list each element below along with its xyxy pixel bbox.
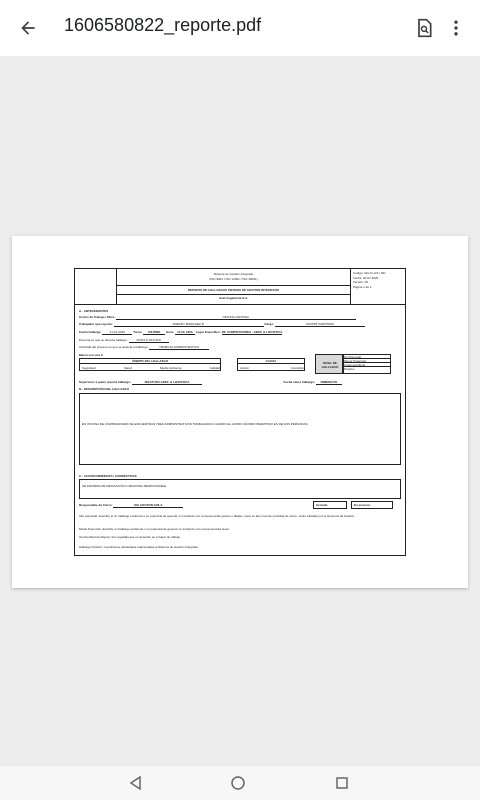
level-item: Positivo (344, 367, 355, 371)
scope-item: Calidad (209, 366, 220, 370)
work-center-label: Centro de Trabajo / Obra: (79, 315, 116, 319)
back-button[interactable] (16, 16, 40, 40)
app-bar (0, 0, 480, 56)
status-closed: Cerrado (316, 503, 328, 507)
shift-label: Turno: (133, 330, 143, 334)
form-header-title (117, 269, 351, 305)
level-label-box (315, 354, 343, 374)
mark-label: Marca con una X (79, 353, 103, 357)
place-label: Lugar Específico: (195, 330, 221, 334)
level-item: Menor Potencial (344, 359, 390, 363)
date-value: 21-10-2020 (102, 330, 132, 335)
closer-label: Responsable de Cierre: (79, 503, 113, 507)
note-1: Alto potencial: describe si un hallazgo evidencia o su potencial de generar un incidente con consecuencias graves o fatales, tiene su alto nivel de prioridad de cierre, serán tratadas por la Gerencia de Gestión. (79, 514, 356, 518)
shift-value: DIURNO (143, 330, 165, 335)
company-logo-cell (75, 269, 117, 305)
form-date: Fecha: 20-07-2020 (353, 275, 379, 280)
corrective-box (79, 479, 401, 499)
supervisor-label: Supervisor a quien reporta hallazgo: (79, 380, 132, 384)
supervisor-value: JEFATURA ABST. & LOGISTICA (132, 380, 202, 385)
report-form (74, 268, 406, 556)
cause-item: Condición (290, 366, 304, 370)
note-3: Oportunidad de Mejora: Son aquellas que no detectan en el lugar de trabajo. (79, 535, 181, 539)
position-label: Cargo: (264, 322, 275, 326)
close-date-value: INMEDIATO (316, 380, 342, 385)
nav-back-triangle-icon (128, 775, 144, 791)
form-header (75, 269, 405, 305)
hour-label: Hora: (166, 330, 175, 334)
scope-item: Salud (123, 366, 132, 370)
form-title: REPORTE DE HALLAZGOS SISTEMA DE GESTION INTEGRADO (117, 285, 350, 295)
level-item: No Potencial (344, 355, 390, 359)
form-meta (351, 269, 407, 305)
system-nav-bar (0, 766, 480, 800)
more-options-button[interactable] (444, 16, 468, 40)
status-in-progress: En proceso (354, 503, 371, 507)
nav-recents-square-icon (334, 775, 350, 791)
place-value: DF. COMPRADORES - ABST. & LOGISTICA (221, 330, 283, 334)
scope-header: ÁMBITO DEL HALLAZGO (80, 359, 220, 364)
activity-label: Actividad del proceso en que se detecta el hallazgo: (79, 345, 149, 349)
description-text: EN OFICINA DE COMPRADORES SE ENCUENTRAN TRES ADMINISTRATIVOS TRABAJANDO CUANDO EL AFORO MÁXIMO PERMITIDO ES DE DOS PERSONAS (82, 422, 308, 426)
form-code: Código: SGI-Fr-HS / 001 (353, 271, 386, 275)
description-box (79, 393, 401, 465)
find-in-document-button[interactable] (412, 16, 436, 40)
scope-item: Medio Ambiente (159, 366, 182, 370)
nav-back-button[interactable] (128, 775, 144, 796)
section-a-title: A.- ANTECEDENTES (79, 309, 109, 313)
header-line1: Sistema de Gestión Integrado (213, 272, 254, 276)
status-inprogress-box (351, 501, 393, 509)
arrow-back-icon (18, 18, 38, 38)
more-vert-icon (446, 18, 466, 38)
work-center-value: OFICINA CENTRAL (116, 315, 356, 320)
find-in-document-icon (414, 18, 434, 38)
nav-home-circle-icon (230, 775, 246, 791)
level-item: Cuasi accidente (344, 363, 390, 367)
pdf-viewer[interactable] (0, 56, 480, 766)
nav-recents-button[interactable] (334, 775, 350, 796)
date-label: Fecha hallazgo: (79, 330, 102, 334)
document-title: 1606580822_reporte.pdf (64, 15, 262, 35)
level-table (343, 354, 391, 374)
cause-table (237, 358, 305, 371)
hour-value: 11:00_HRS (175, 330, 195, 335)
cause-item: Acción (240, 366, 250, 370)
pdf-page[interactable] (12, 236, 468, 588)
reporter-label: Trabajador que reporta: (79, 322, 113, 326)
cause-header: CAUSA (238, 359, 304, 364)
header-line2: (ISO 9001 / ISO 14001 / ISO 45001) (209, 277, 258, 281)
persons-value: VISITA A OFICINA (129, 338, 169, 343)
scope-item: Seguridad (82, 366, 96, 370)
nav-home-button[interactable] (230, 775, 246, 796)
section-c-title: C.- ACCION INMEDIATA / CORRECTIVAS (79, 474, 137, 478)
section-b-title: B.- DESCRIPCIÓN DEL HALLAZGO (79, 387, 129, 391)
note-2: Medio Potencial: describe un hallazgo evidencia o su potencial de generar un incidente con consecuencias leves. (79, 527, 230, 531)
close-date-label: Fecha cierre hallazgo: (283, 380, 316, 384)
company-name: Aceri Ingeniería S.A. (218, 296, 249, 300)
closer-value: DR. HECTOR AVILA (113, 503, 183, 508)
reporter-value: FREDDY MARQUEZ B. (114, 322, 264, 327)
form-version: Versión: 00 (353, 280, 369, 284)
corrective-text: SE INFORMA DE DESVIACIÓN A JEFATURA RESPONSABLE (82, 484, 167, 488)
position-value: COMITÉ PARITARIO (275, 322, 365, 327)
form-page: Página 1 de 1 (353, 284, 372, 289)
note-4: Hallazgo Positivo: Condiciones destacadas relacionadas al Sistema de Gestión Integrado. (79, 545, 199, 549)
level-label: NIVEL DE HALLAZGO (321, 361, 339, 369)
activity-value: TRABAJO ADMINISTRATIVO (149, 345, 209, 350)
persons-label: Persona en que se detecta hallazgo: (79, 338, 128, 342)
status-closed-box (313, 501, 347, 509)
scope-table (79, 358, 221, 371)
